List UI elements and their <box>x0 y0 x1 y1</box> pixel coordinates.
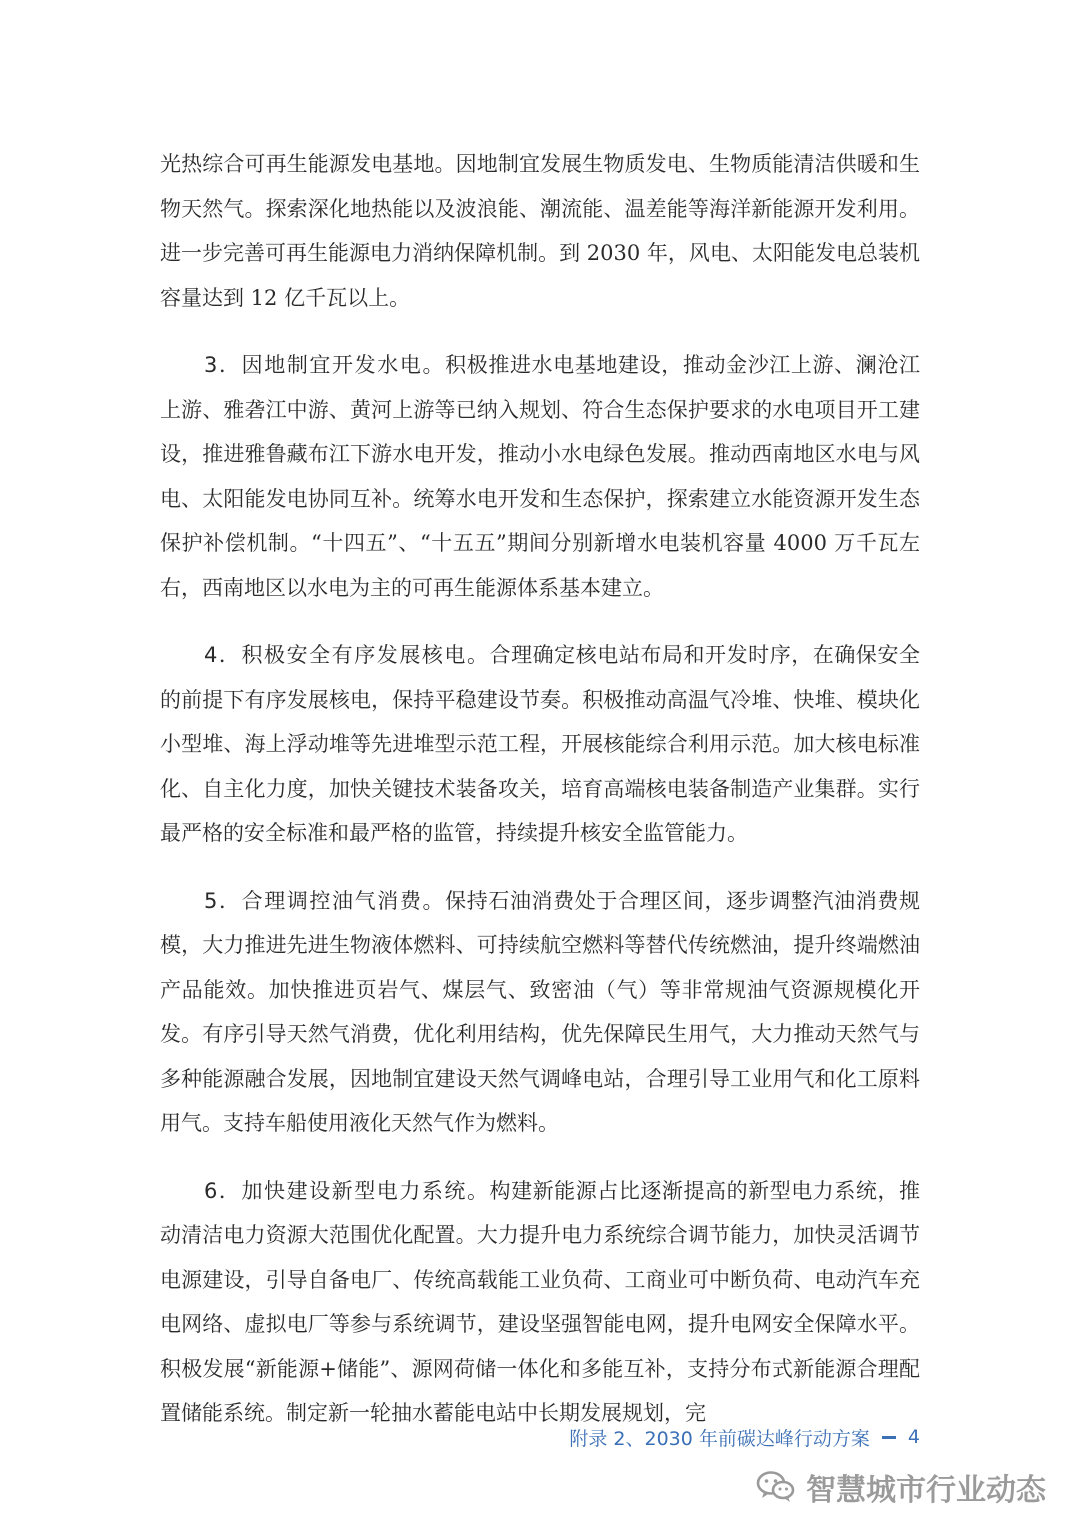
paragraph-lead: 6．加快建设新型电力系统。 <box>204 1178 490 1203</box>
paragraph-text: 积极推进水电基地建设，推动金沙江上游、澜沧江上游、雅砻江中游、黄河上游等已纳入规划、符合生态保护要求的水电项目开工建设，推进雅鲁藏布江下游水电开发，推动小水电绿色发展。推动西南地区水电与风电、太阳能发电协同互补。统筹水电开发和生态保护，探索建立水能资源开发生态保护补偿机制。“十四五”、“十五五”期间分别新增水电装机容量 4000 万千瓦左右，西南地区以水电为主的可再生能源体系基本建立。 <box>160 353 920 600</box>
paragraph-3 <box>160 633 920 856</box>
page-number: 4 <box>907 1426 920 1448</box>
paragraph-5 <box>160 1169 920 1436</box>
paragraph-lead: 3．因地制宜开发水电。 <box>204 353 446 377</box>
paragraph-text: 光热综合可再生能源发电基地。因地制宜发展生物质发电、生物质能清洁供暖和生物天然气。探索深化地热能以及波浪能、潮流能、温差能等海洋新能源开发利用。进一步完善可再生能源电力消纳保障机制。到 2030 年，风电、太阳能发电总装机容量达到 12 亿千瓦以上。 <box>160 152 920 310</box>
paragraph-text: 保持石油消费处于合理区间，逐步调整汽油消费规模，大力推进先进生物液体燃料、可持续航空燃料等替代传统燃油，提升终端燃油产品能效。加快推进页岩气、煤层气、致密油（气）等非常规油气资源规模化开发。有序引导天然气消费，优化利用结构，优先保障民生用气，大力推动天然气与多种能源融合发展，因地制宜建设天然气调峰电站，合理引导工业用气和化工原料用气。支持车船使用液化天然气作为燃料。 <box>160 888 920 1135</box>
body-text <box>160 142 920 1436</box>
wechat-icon <box>756 1470 796 1504</box>
paragraph-text: 构建新能源占比逐渐提高的新型电力系统，推动清洁电力资源大范围优化配置。大力提升电力系统综合调节能力，加快灵活调节电源建设，引导自备电厂、传统高载能工业负荷、工商业可中断负荷、电动汽车充电网络、虚拟电厂等参与系统调节，建设坚强智能电网，提升电网安全保障水平。积极发展“新能源+储能”、源网荷储一体化和多能互补，支持分布式新能源合理配置储能系统。制定新一轮抽水蓄能电站中长期发展规划，完 <box>160 1178 920 1425</box>
paragraph-lead: 5．合理调控油气消费。 <box>204 888 446 913</box>
footer-dash <box>882 1436 896 1439</box>
paragraph-4 <box>160 879 920 1146</box>
footer-title: 附录 2、2030 年前碳达峰行动方案 <box>569 1427 870 1450</box>
paragraph-1 <box>160 142 920 320</box>
watermark <box>756 1462 1046 1512</box>
page-footer <box>569 1422 920 1452</box>
watermark-text: 智慧城市行业动态 <box>806 1473 1046 1508</box>
paragraph-lead: 4．积极安全有序发展核电。 <box>204 643 490 667</box>
paragraph-text: 合理确定核电站布局和开发时序，在确保安全的前提下有序发展核电，保持平稳建设节奏。积极推动高温气冷堆、快堆、模块化小型堆、海上浮动堆等先进堆型示范工程，开展核能综合利用示范。加大核电标准化、自主化力度，加快关键技术装备攻关，培育高端核电装备制造产业集群。实行最严格的安全标准和最严格的监管，持续提升核安全监管能力。 <box>160 643 920 845</box>
paragraph-2 <box>160 343 920 610</box>
